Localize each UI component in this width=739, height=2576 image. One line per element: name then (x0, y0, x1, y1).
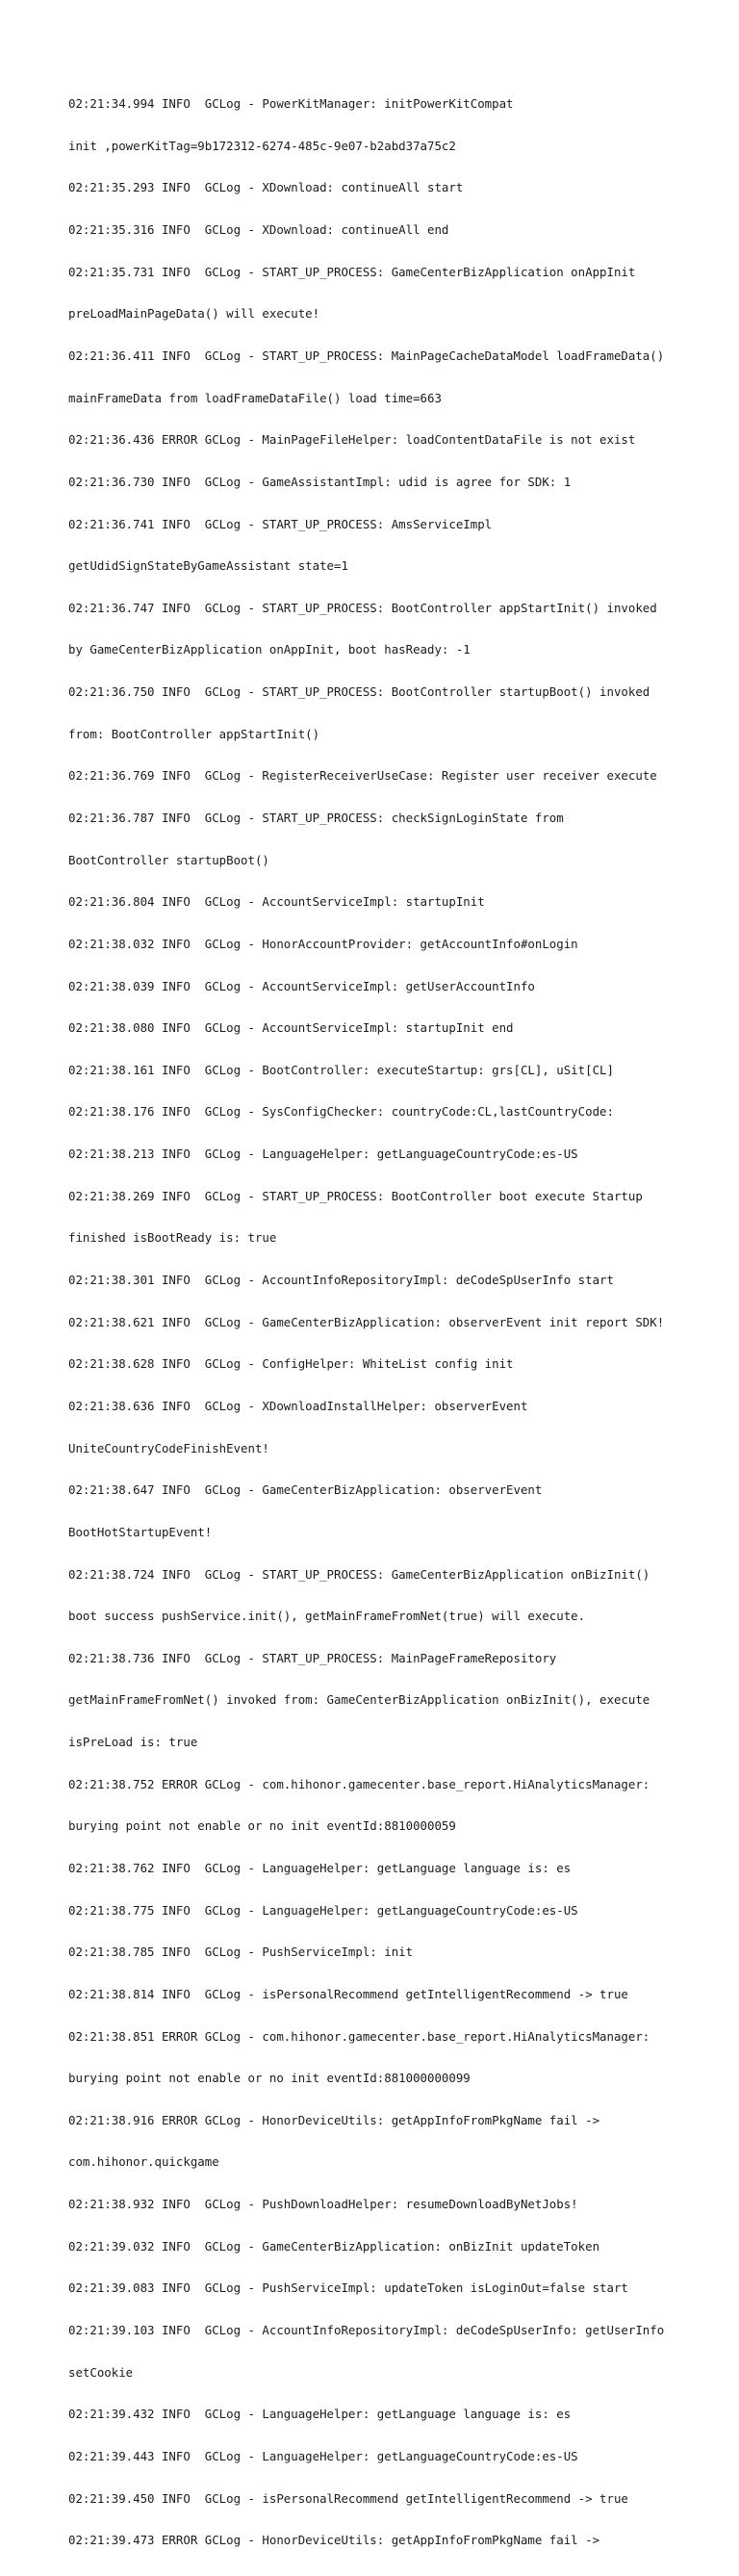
log-line: 02:21:38.762 INFO GCLog - LanguageHelper: getLanguage language is: es (68, 1861, 572, 1875)
log-line: 02:21:38.628 INFO GCLog - ConfigHelper: WhiteList config init (68, 1356, 514, 1372)
log-line: BootHotStartupEvent! (68, 1524, 213, 1539)
log-line: 02:21:38.851 ERROR GCLog - com.hihonor.gamecenter.base_report.HiAnalyticsManager: (68, 2028, 650, 2044)
log-line: preLoadMainPageData() will execute! (68, 306, 320, 322)
log-line: getUdidSignStateByGameAssistant state=1 (68, 558, 348, 574)
log-line: 02:21:38.932 INFO GCLog - PushDownloadHelper: resumeDownloadByNetJobs! (68, 2197, 578, 2212)
log-line: 02:21:38.080 INFO GCLog - AccountServiceImpl: startupInit end (68, 1020, 514, 1036)
log-line: from: BootController appStartInit() (68, 726, 320, 741)
log-line: 02:21:38.176 INFO GCLog - SysConfigChecker: countryCode:CL,lastCountryCode: (68, 1104, 614, 1120)
log-line: 02:21:36.804 INFO GCLog - AccountServiceImpl: startupInit (68, 894, 485, 910)
log-line: 02:21:35.316 INFO GCLog - XDownload: continueAll end (68, 222, 449, 238)
log-line: 02:21:38.916 ERROR GCLog - HonorDeviceUtils: getAppInfoFromPkgName fail -> (68, 2112, 600, 2127)
log-line: 02:21:39.473 ERROR GCLog - HonorDeviceUtils: getAppInfoFromPkgName fail -> (68, 2533, 600, 2548)
log-line: 02:21:39.032 INFO GCLog - GameCenterBizApplication: onBizInit updateToken (68, 2238, 600, 2254)
log-line: 02:21:36.741 INFO GCLog - START_UP_PROCESS: AmsServiceImpl (68, 516, 493, 531)
log-line: 02:21:36.769 INFO GCLog - RegisterReceiverUseCase: Register user receiver execute (68, 768, 657, 784)
log-line: getMainFrameFromNet() invoked from: GameCenterBizApplication onBizInit(), execute (68, 1692, 650, 1708)
log-line: by GameCenterBizApplication onAppInit, boot hasReady: -1 (68, 642, 471, 657)
log-line: com.hihonor.quickgame (68, 2154, 219, 2170)
log-line: 02:21:36.730 INFO GCLog - GameAssistantImpl: udid is agree for SDK: 1 (68, 474, 572, 489)
document-page (68, 69, 684, 2576)
log-line: 02:21:36.747 INFO GCLog - START_UP_PROCESS: BootController appStartInit() invoked (68, 600, 657, 615)
log-line: UniteCountryCodeFinishEvent! (68, 1440, 269, 1455)
log-line: 02:21:38.039 INFO GCLog - AccountServiceImpl: getUserAccountInfo (68, 978, 535, 993)
log-line: 02:21:35.293 INFO GCLog - XDownload: continueAll start (68, 180, 464, 195)
log-line: burying point not enable or no init eventId:8810000059 (68, 1818, 456, 1834)
log-line: 02:21:38.736 INFO GCLog - START_UP_PROCESS: MainPageFrameRepository (68, 1650, 557, 1665)
log-line: burying point not enable or no init eventId:881000000099 (68, 2071, 471, 2086)
log-line: setCookie (68, 2364, 134, 2380)
log-line: 02:21:38.301 INFO GCLog - AccountInfoRepositoryImpl: deCodeSpUserInfo start (68, 1273, 614, 1288)
log-line: 02:21:38.724 INFO GCLog - START_UP_PROCESS: GameCenterBizApplication onBizInit() (68, 1566, 650, 1582)
log-line: 02:21:38.032 INFO GCLog - HonorAccountProvider: getAccountInfo#onLogin (68, 936, 578, 951)
log-line: 02:21:35.731 INFO GCLog - START_UP_PROCESS: GameCenterBizApplication onAppInit (68, 264, 636, 279)
log-line: 02:21:39.103 INFO GCLog - AccountInfoRepositoryImpl: deCodeSpUserInfo: getUserInfo (68, 2323, 665, 2338)
log-line: 02:21:36.750 INFO GCLog - START_UP_PROCESS: BootController startupBoot() invoked (68, 684, 650, 700)
log-line: 02:21:36.436 ERROR GCLog - MainPageFileHelper: loadContentDataFile is not exist (68, 432, 636, 448)
log-line: 02:21:38.621 INFO GCLog - GameCenterBizApplication: observerEvent init report SDK! (68, 1314, 665, 1329)
log-line: 02:21:38.269 INFO GCLog - START_UP_PROCESS: BootController boot execute Startup (68, 1188, 643, 1203)
log-line: isPreLoad is: true (68, 1735, 198, 1750)
log-line: 02:21:39.450 INFO GCLog - isPersonalRecommend getIntelligentRecommend -> true (68, 2490, 628, 2506)
log-line: 02:21:38.814 INFO GCLog - isPersonalRecommend getIntelligentRecommend -> true (68, 1986, 628, 2001)
log-line: finished isBootReady is: true (68, 1230, 277, 1246)
log-line: boot success pushService.init(), getMainFrameFromNet(true) will execute. (68, 1609, 586, 1624)
log-line: mainFrameData from loadFrameDataFile() load time=663 (68, 390, 442, 405)
log-line: 02:21:38.213 INFO GCLog - LanguageHelper: getLanguageCountryCode:es-US (68, 1146, 578, 1162)
log-line: 02:21:38.775 INFO GCLog - LanguageHelper: getLanguageCountryCode:es-US (68, 1902, 578, 1918)
log-line: 02:21:39.083 INFO GCLog - PushServiceImpl: updateToken isLoginOut=false start (68, 2280, 628, 2296)
log-line: 02:21:36.787 INFO GCLog - START_UP_PROCESS: checkSignLoginState from (68, 810, 564, 825)
log-line: BootController startupBoot() (68, 852, 269, 867)
log-line: init ,powerKitTag=9b172312-6274-485c-9e07-b2abd37a75c2 (68, 138, 456, 153)
log-line: 02:21:39.443 INFO GCLog - LanguageHelper: getLanguageCountryCode:es-US (68, 2448, 578, 2463)
log-line: 02:21:34.994 INFO GCLog - PowerKitManager: initPowerKitCompat (68, 96, 514, 112)
log-text (68, 69, 684, 2576)
log-line: 02:21:38.752 ERROR GCLog - com.hihonor.gamecenter.base_report.HiAnalyticsManager: (68, 1776, 650, 1791)
log-line: 02:21:38.636 INFO GCLog - XDownloadInstallHelper: observerEvent (68, 1398, 528, 1413)
log-line: 02:21:39.432 INFO GCLog - LanguageHelper: getLanguage language is: es (68, 2407, 572, 2422)
log-line: 02:21:38.647 INFO GCLog - GameCenterBizApplication: observerEvent (68, 1482, 543, 1498)
log-line: 02:21:36.411 INFO GCLog - START_UP_PROCESS: MainPageCacheDataModel loadFrameData() (68, 348, 665, 363)
log-line: 02:21:38.785 INFO GCLog - PushServiceImpl: init (68, 1945, 414, 1960)
log-line: 02:21:38.161 INFO GCLog - BootController: executeStartup: grs[CL], uSit[CL] (68, 1062, 614, 1077)
